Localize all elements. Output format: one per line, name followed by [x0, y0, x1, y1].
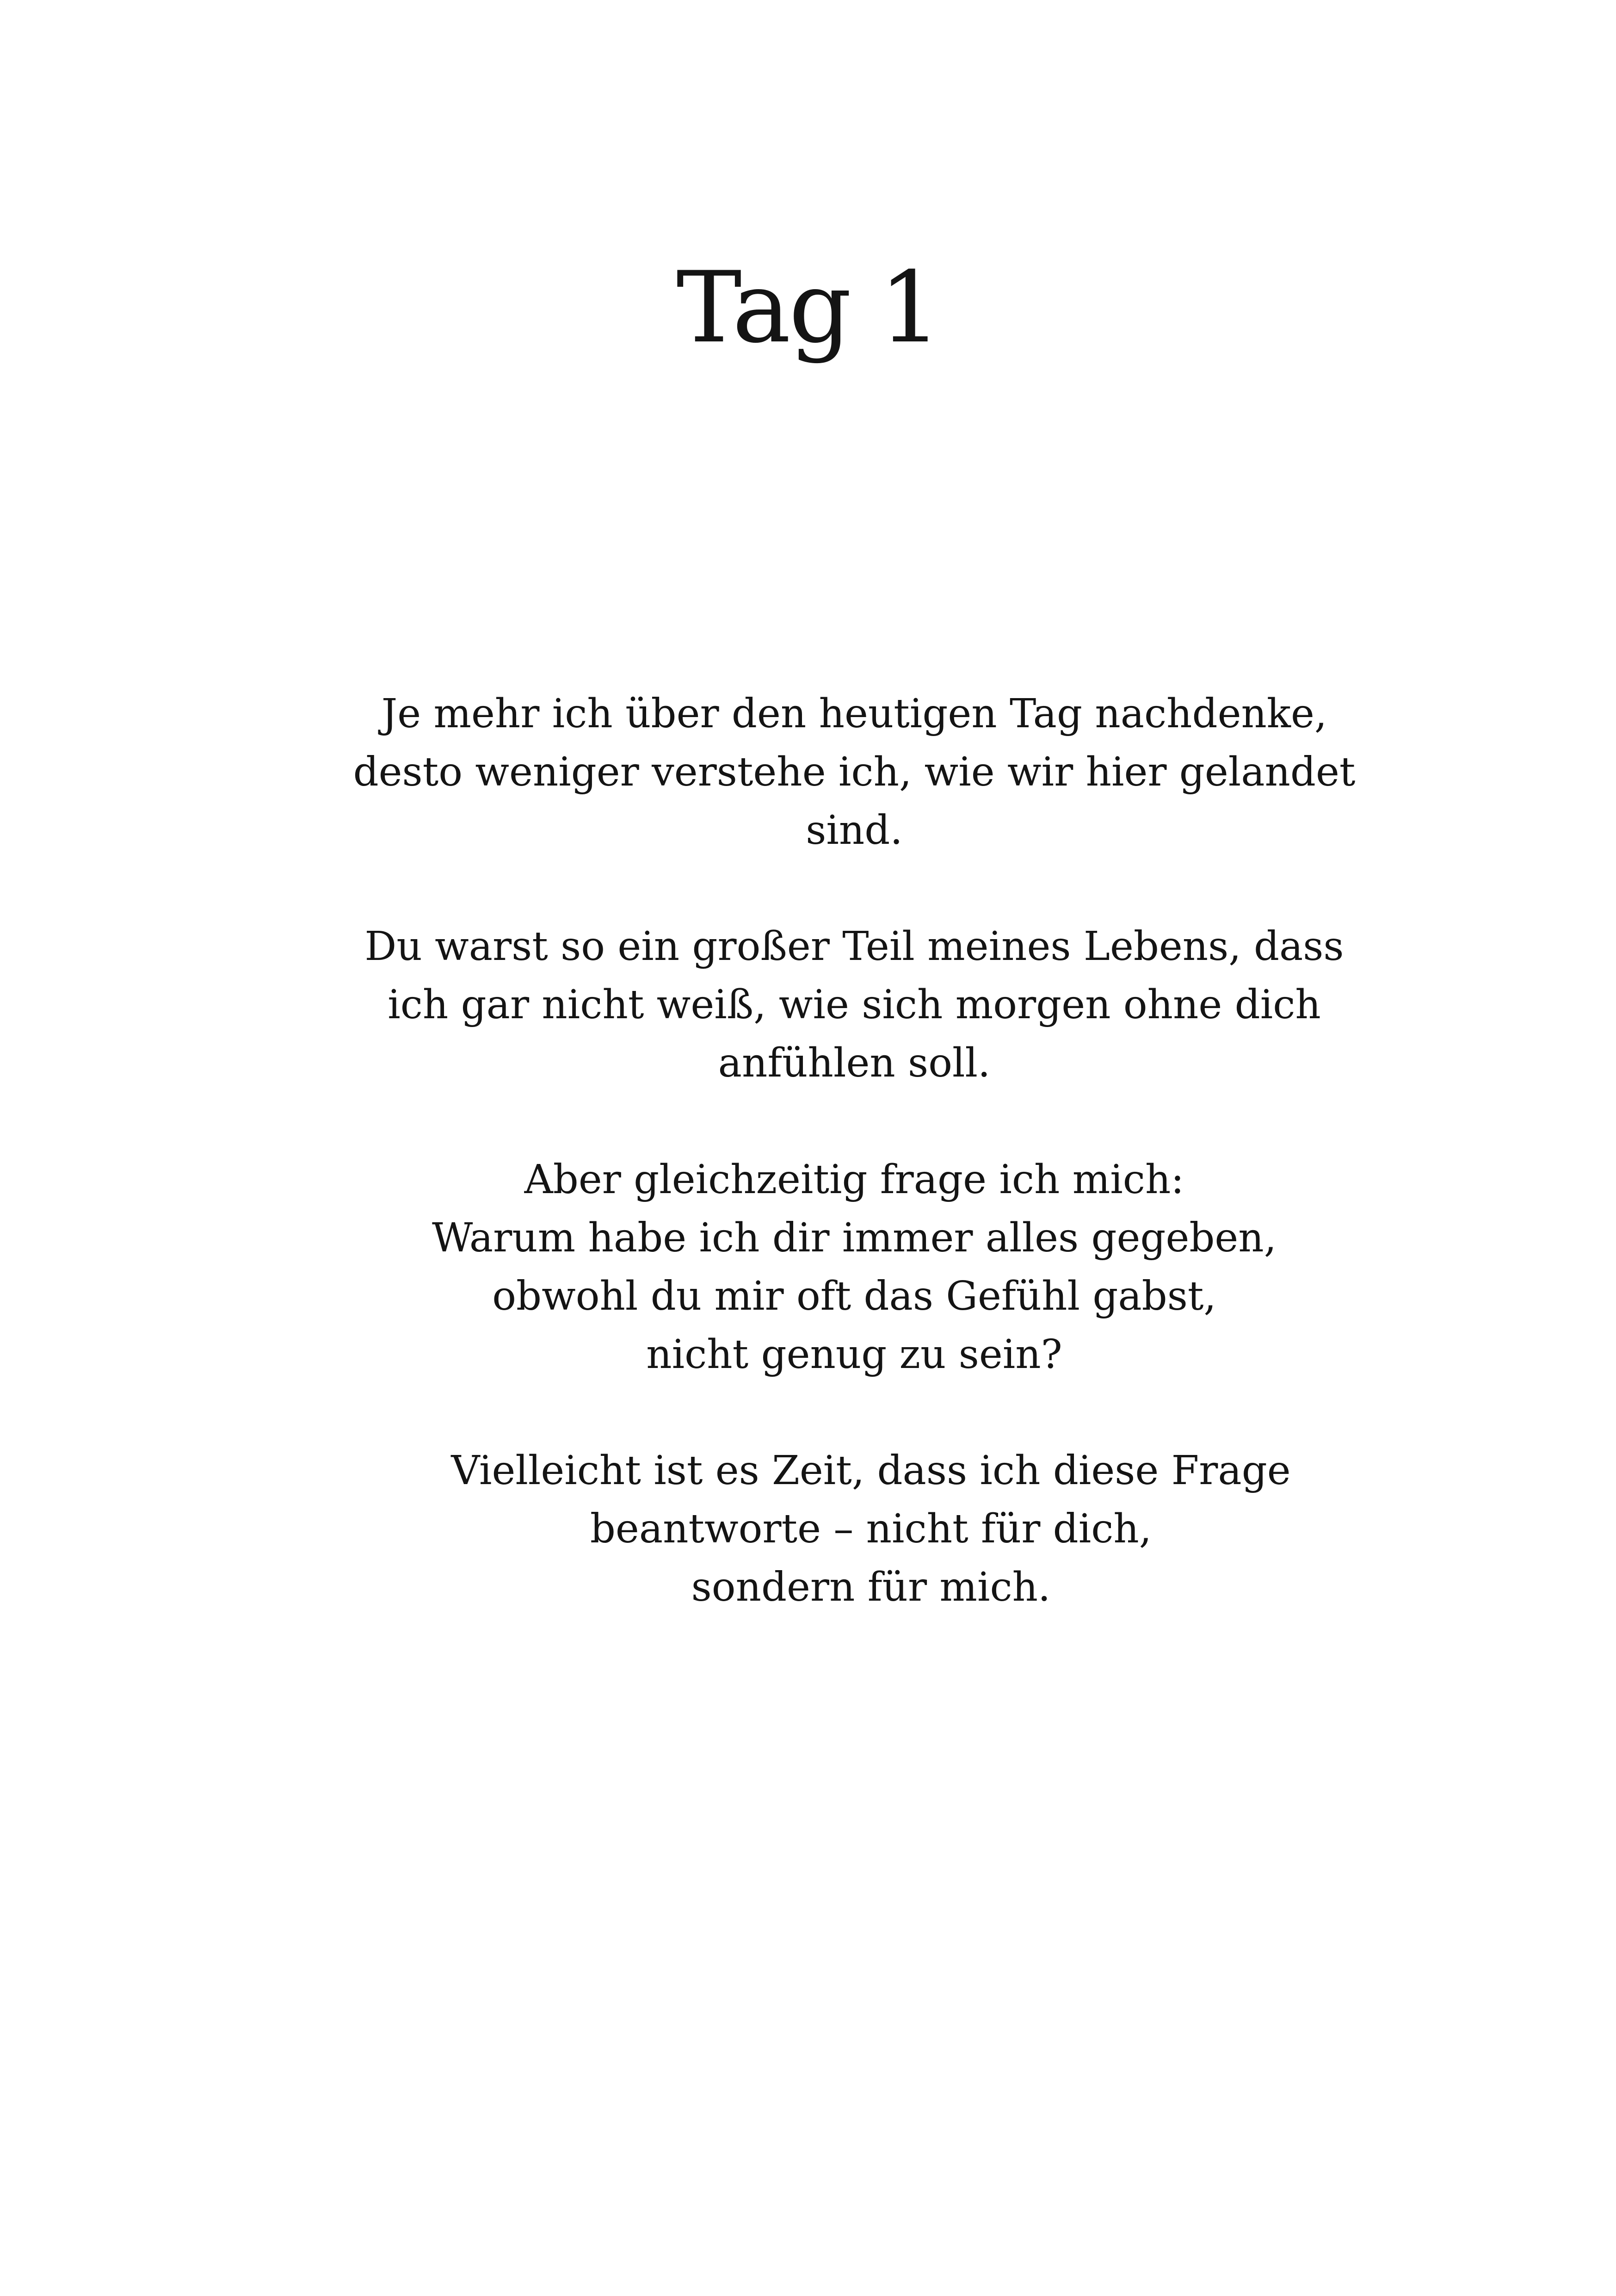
- stanza-line: Warum habe ich dir immer alles gegeben,: [432, 1215, 1277, 1261]
- stanza-line: Aber gleichzeitig frage ich mich:: [524, 1157, 1184, 1203]
- stanza-line: sondern für mich.: [691, 1564, 1051, 1610]
- stanza-line: ich gar nicht weiß, wie sich morgen ohne dich: [388, 982, 1321, 1028]
- stanza-line: desto weniger verstehe ich, wie wir hier gelandet: [353, 749, 1356, 795]
- stanza-3: [46, 1151, 1616, 1384]
- stanza-line: Du warst so ein großer Teil meines Lebens, dass: [364, 923, 1344, 970]
- stanza-line: anfühlen soll.: [718, 1040, 991, 1086]
- stanza-line: Je mehr ich über den heutigen Tag nachdenke,: [381, 691, 1327, 737]
- stanza-line: sind.: [806, 807, 903, 854]
- stanza-1: [46, 685, 1616, 860]
- stanza-4: [63, 1442, 1616, 1616]
- stanza-line: nicht genug zu sein?: [646, 1331, 1062, 1378]
- page-title: Tag 1: [676, 250, 940, 365]
- stanza-line: obwohl du mir oft das Gefühl gabst,: [492, 1273, 1216, 1319]
- stanza-2: [46, 917, 1616, 1092]
- stanza-line: Vielleicht ist es Zeit, dass ich diese Frage: [451, 1448, 1291, 1494]
- stanza-line: beantworte – nicht für dich,: [590, 1506, 1152, 1552]
